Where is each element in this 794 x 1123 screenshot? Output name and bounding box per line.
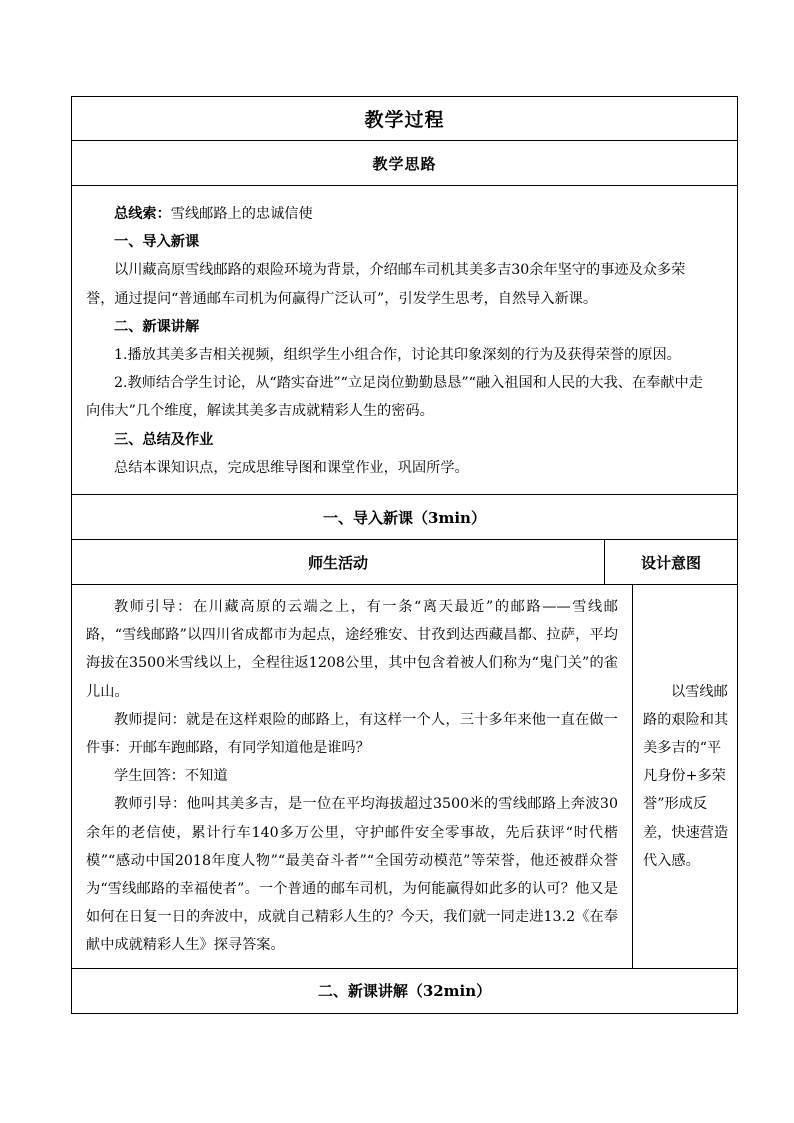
column-header-design: 设计意图 (640, 553, 701, 572)
main-thread-line (86, 200, 707, 228)
activity-paragraph: 教师引导：在川藏高原的云端之上，有一条“离天最近”的邮路——雪线邮路，“雪线邮路”以四川省成都市为起点，途经雅安、甘孜到达西藏昌都、拉萨，平均海拔在3500米雪线以上，全程往返1208公里，其中包含着被人们称为“鬼门关”的雀儿山。 (86, 599, 618, 700)
column-header-activity: 师生活动 (72, 540, 605, 584)
overview-heading-intro: 一、导入新课 (114, 234, 200, 251)
activity-paragraph: 学生回答：不知道 (114, 768, 228, 785)
section-heading-lecture: 二、新课讲解（32min） (72, 968, 737, 1013)
overview-paragraph: 以川藏高原雪线邮路的艰险环境为背景，介绍邮车司机其美多吉30余年坚守的事迹及众多荣誉，通过提问“普通邮车司机为何赢得广泛认可”，引发学生思考，自然导入新课。 (86, 262, 686, 307)
teaching-approach-heading: 教学思路 (72, 140, 737, 185)
column-header-row (72, 539, 737, 584)
overview-paragraph: 2.教师结合学生讨论，从“踏实奋进”“立足岗位勤勤恳恳”“融入祖国和人民的大我、在奉献中走向伟大”几个维度，解读其美多吉成就精彩人生的密码。 (86, 375, 703, 420)
overview-paragraph: 1.播放其美多吉相关视频，组织学生小组合作，讨论其印象深刻的行为及获得荣誉的原因。 (114, 347, 681, 364)
page-title: 教学过程 (364, 109, 445, 131)
activity-paragraph: 教师引导：他叫其美多吉，是一位在平均海拔超过3500米的雪线邮路上奔波30余年的老信使，累计行车140多万公里，守护邮件安全零事故，先后获评“时代楷模”“感动中国2018年度人物”“最美奋斗者”“全国劳动模范”等荣誉，他还被群众誉为“雪线邮路的幸福使者”。一个普通的邮车司机，为何能赢得如此多的认可？他又是如何在日复一日的奔波中，成就自己精彩人生的？今天，我们就一同走进13.2《在奉献中成就精彩人生》探寻答案。 (86, 796, 618, 954)
main-thread-text: 雪线邮路上的忠诚信使 (170, 206, 313, 222)
overview-heading-lecture: 二、新课讲解 (114, 318, 200, 335)
design-intent-text: 以雪线邮路的艰险和其美多吉的“平凡身份+多荣誉”形成反差，快速营造代入感。 (643, 683, 729, 869)
intro-content-row (72, 584, 737, 968)
section-heading-intro: 一、导入新课（3min） (72, 494, 737, 539)
teacher-student-activity-cell (72, 585, 633, 968)
teaching-approach-overview (72, 185, 737, 494)
overview-paragraph: 总结本课知识点，完成思维导图和课堂作业，巩固所学。 (114, 459, 469, 476)
activity-paragraph: 教师提问：就是在这样艰险的邮路上，有这样一个人，三十多年来他一直在做一件事：开邮车跑邮路，有同学知道他是谁吗？ (86, 711, 618, 757)
overview-heading-summary: 三、总结及作业 (114, 431, 214, 448)
design-intent-cell (633, 585, 737, 968)
lesson-plan-table (71, 96, 738, 1014)
main-thread-label: 总线索： (114, 206, 171, 222)
